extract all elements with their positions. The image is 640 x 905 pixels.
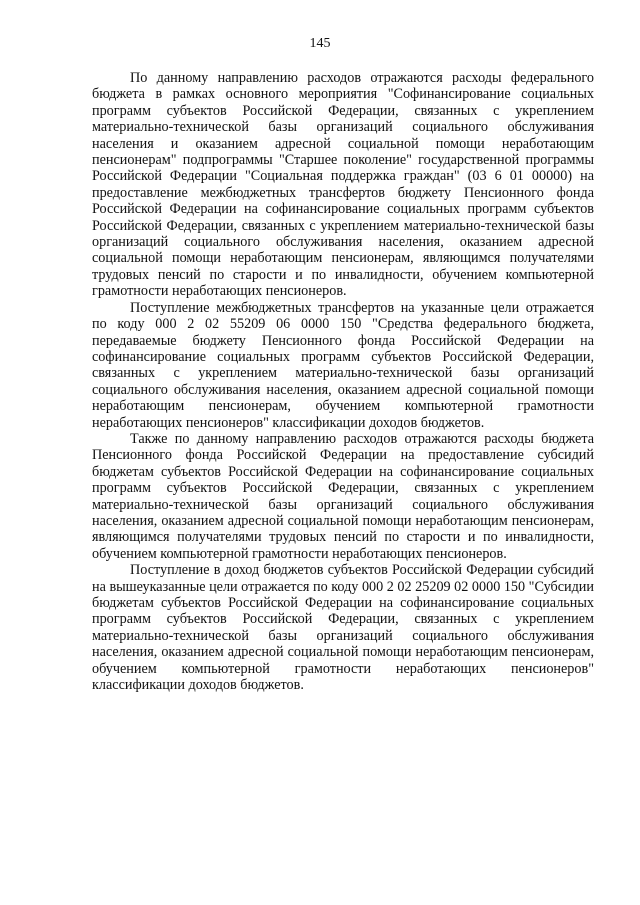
- paragraph-1: По данному направлению расходов отражаются расходы федерального бюджета в рамках основного мероприятия "Софинансирование социальных программ субъектов Российской Федерации, связанных с укреплением материально-технической базы организаций социального обслуживания населения и оказанием адресной социальной помощи неработающим пенсионерам" подпрограммы "Старшее поколение" государственной программы Российской Федерации "Социальная поддержка граждан" (03 6 01 00000) на предоставление межбюджетных трансфертов бюджету Пенсионного фонда Российской Федерации на софинансирование социальных программ субъектов Российской Федерации, связанных с укреплением материально-технической базы организаций социального обслуживания населения, оказанием адресной социальной помощи неработающим пенсионерам, являющимся получателями трудовых пенсий по старости и по инвалидности, обучением компьютерной грамотности неработающих пенсионеров.: [92, 70, 594, 300]
- paragraph-2: Поступление межбюджетных трансфертов на указанные цели отражается по коду 000 2 02 55209 06 0000 150 "Средства федерального бюджета, передаваемые бюджету Пенсионного фонда Российской Федерации на софинансирование социальных программ субъектов Российской Федерации, связанных с укреплением материально-технической базы организаций социального обслуживания населения, оказанием адресной социальной помощи неработающим пенсионерам, обучением компьютерной грамотности неработающих пенсионеров" классификации доходов бюджетов.: [92, 299, 594, 431]
- paragraph-4: Поступление в доход бюджетов субъектов Российской Федерации субсидий на вышеуказанные цели отражается по коду 000 2 02 25209 02 0000 150 "Субсидии бюджетам субъектов Российской Федерации на софинансирование социальных программ субъектов Российской Федерации, связанных с укреплением материально-технической базы организаций социального обслуживания населения, оказанием адресной социальной помощи неработающим пенсионерам, обучением компьютерной грамотности неработающих пенсионеров" классификации доходов бюджетов.: [92, 562, 594, 694]
- paragraph-3: Также по данному направлению расходов отражаются расходы бюджета Пенсионного фонда Российской Федерации на предоставление субсидий бюджетам субъектов Российской Федерации на софинансирование социальных программ субъектов Российской Федерации, связанных с укреплением материально-технической базы организаций социального обслуживания населения, оказанием адресной социальной помощи неработающим пенсионерам, являющимся получателями трудовых пенсий по старости и по инвалидности, обучением компьютерной грамотности неработающих пенсионеров.: [92, 430, 594, 562]
- document-body: [92, 70, 594, 693]
- page-number: 145: [309, 36, 331, 51]
